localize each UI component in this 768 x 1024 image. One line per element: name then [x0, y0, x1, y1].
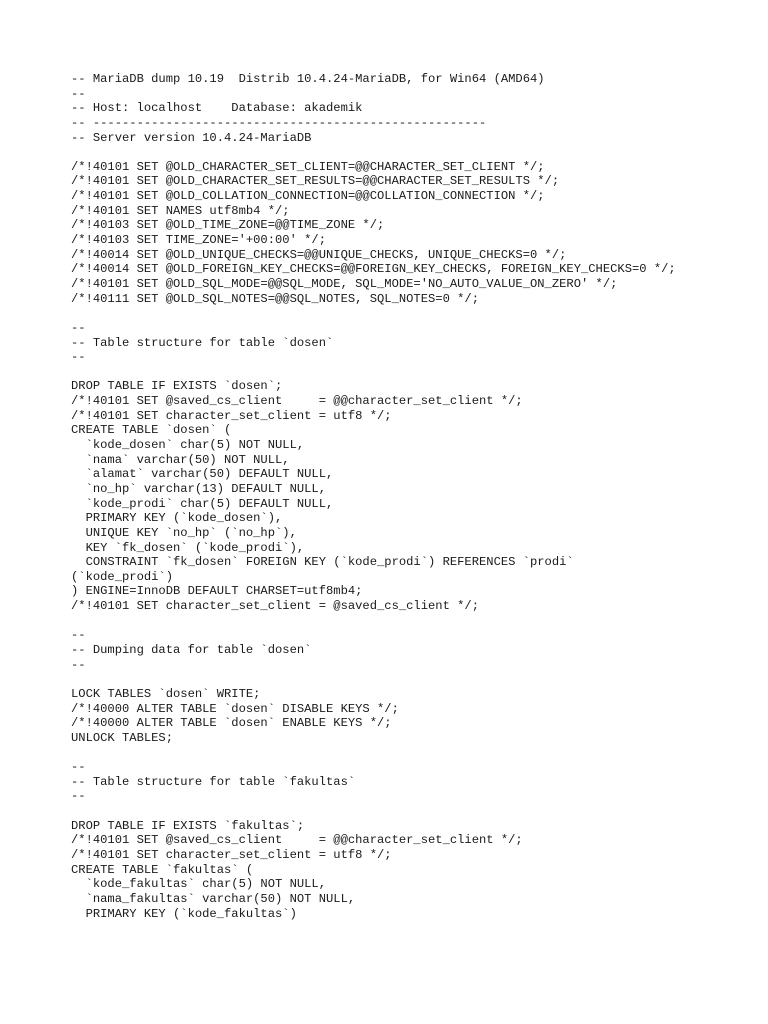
code-line: LOCK TABLES `dosen` WRITE;	[71, 686, 261, 701]
code-line: -- Host: localhost Database: akademik	[71, 101, 363, 116]
code-line: /*!40101 SET @saved_cs_client = @@character_set_client */;	[71, 833, 523, 848]
code-line: /*!40101 SET NAMES utf8mb4 */;	[71, 203, 290, 218]
code-line: --	[71, 320, 86, 335]
code-line: /*!40101 SET @saved_cs_client = @@character_set_client */;	[71, 394, 523, 409]
code-line	[71, 614, 676, 629]
code-line: `kode_dosen` char(5) NOT NULL,	[71, 438, 305, 453]
code-line: PRIMARY KEY (`kode_fakultas`)	[71, 906, 297, 921]
code-line: `kode_prodi` char(5) DEFAULT NULL,	[71, 496, 334, 511]
code-line	[71, 306, 676, 321]
code-line	[71, 365, 676, 380]
code-line: CREATE TABLE `dosen` (	[71, 423, 232, 438]
code-line: --	[71, 628, 86, 643]
sql-dump-text	[71, 72, 676, 921]
code-line: --	[71, 760, 86, 775]
code-line: -- MariaDB dump 10.19 Distrib 10.4.24-MariaDB, for Win64 (AMD64)	[71, 72, 545, 86]
code-line: `nama_fakultas` varchar(50) NOT NULL,	[71, 891, 356, 906]
code-line: CONSTRAINT `fk_dosen` FOREIGN KEY (`kode_prodi`) REFERENCES `prodi`	[71, 555, 574, 570]
code-line: ) ENGINE=InnoDB DEFAULT CHARSET=utf8mb4;	[71, 584, 363, 599]
code-line: DROP TABLE IF EXISTS `dosen`;	[71, 379, 283, 394]
code-line: /*!40014 SET @OLD_UNIQUE_CHECKS=@@UNIQUE_CHECKS, UNIQUE_CHECKS=0 */;	[71, 247, 567, 262]
code-line: -- Server version 10.4.24-MariaDB	[71, 130, 312, 145]
code-line: `no_hp` varchar(13) DEFAULT NULL,	[71, 481, 326, 496]
code-line: DROP TABLE IF EXISTS `fakultas`;	[71, 818, 305, 833]
code-line: -- Table structure for table `dosen`	[71, 335, 334, 350]
code-line: /*!40101 SET @OLD_CHARACTER_SET_CLIENT=@@CHARACTER_SET_CLIENT */;	[71, 159, 545, 174]
code-line: /*!40101 SET character_set_client = utf8 */;	[71, 847, 392, 862]
code-line	[71, 145, 676, 160]
code-line: /*!40103 SET @OLD_TIME_ZONE=@@TIME_ZONE */;	[71, 218, 385, 233]
code-line: --	[71, 657, 86, 672]
code-line: -- Dumping data for table `dosen`	[71, 642, 312, 657]
code-line: `kode_fakultas` char(5) NOT NULL,	[71, 877, 326, 892]
code-line	[71, 745, 676, 760]
code-line: KEY `fk_dosen` (`kode_prodi`),	[71, 540, 305, 555]
code-line	[71, 804, 676, 819]
code-line: /*!40101 SET @OLD_SQL_MODE=@@SQL_MODE, SQL_MODE='NO_AUTO_VALUE_ON_ZERO' */;	[71, 276, 618, 291]
code-line: -- Table structure for table `fakultas`	[71, 774, 356, 789]
code-line: /*!40101 SET @OLD_COLLATION_CONNECTION=@@COLLATION_CONNECTION */;	[71, 189, 545, 204]
code-line: /*!40101 SET character_set_client = @saved_cs_client */;	[71, 599, 479, 614]
code-line: UNLOCK TABLES;	[71, 730, 173, 745]
code-line: PRIMARY KEY (`kode_dosen`),	[71, 511, 283, 526]
code-line: /*!40103 SET TIME_ZONE='+00:00' */;	[71, 233, 326, 248]
code-line: /*!40101 SET character_set_client = utf8 */;	[71, 408, 392, 423]
code-line: (`kode_prodi`)	[71, 569, 173, 584]
code-line: CREATE TABLE `fakultas` (	[71, 862, 254, 877]
code-line: -- ------------------------------------------------------	[71, 115, 487, 130]
code-line	[71, 672, 676, 687]
code-line: --	[71, 789, 86, 804]
code-line: `alamat` varchar(50) DEFAULT NULL,	[71, 467, 334, 482]
code-line: `nama` varchar(50) NOT NULL,	[71, 452, 290, 467]
code-line: /*!40014 SET @OLD_FOREIGN_KEY_CHECKS=@@FOREIGN_KEY_CHECKS, FOREIGN_KEY_CHECKS=0 */;	[71, 262, 676, 277]
code-line: /*!40000 ALTER TABLE `dosen` ENABLE KEYS */;	[71, 716, 392, 731]
code-line: --	[71, 86, 86, 101]
code-line: /*!40101 SET @OLD_CHARACTER_SET_RESULTS=@@CHARACTER_SET_RESULTS */;	[71, 174, 560, 189]
code-line: /*!40000 ALTER TABLE `dosen` DISABLE KEYS */;	[71, 701, 399, 716]
code-line: UNIQUE KEY `no_hp` (`no_hp`),	[71, 525, 297, 540]
code-line: --	[71, 350, 86, 365]
code-line: /*!40111 SET @OLD_SQL_NOTES=@@SQL_NOTES, SQL_NOTES=0 */;	[71, 291, 479, 306]
